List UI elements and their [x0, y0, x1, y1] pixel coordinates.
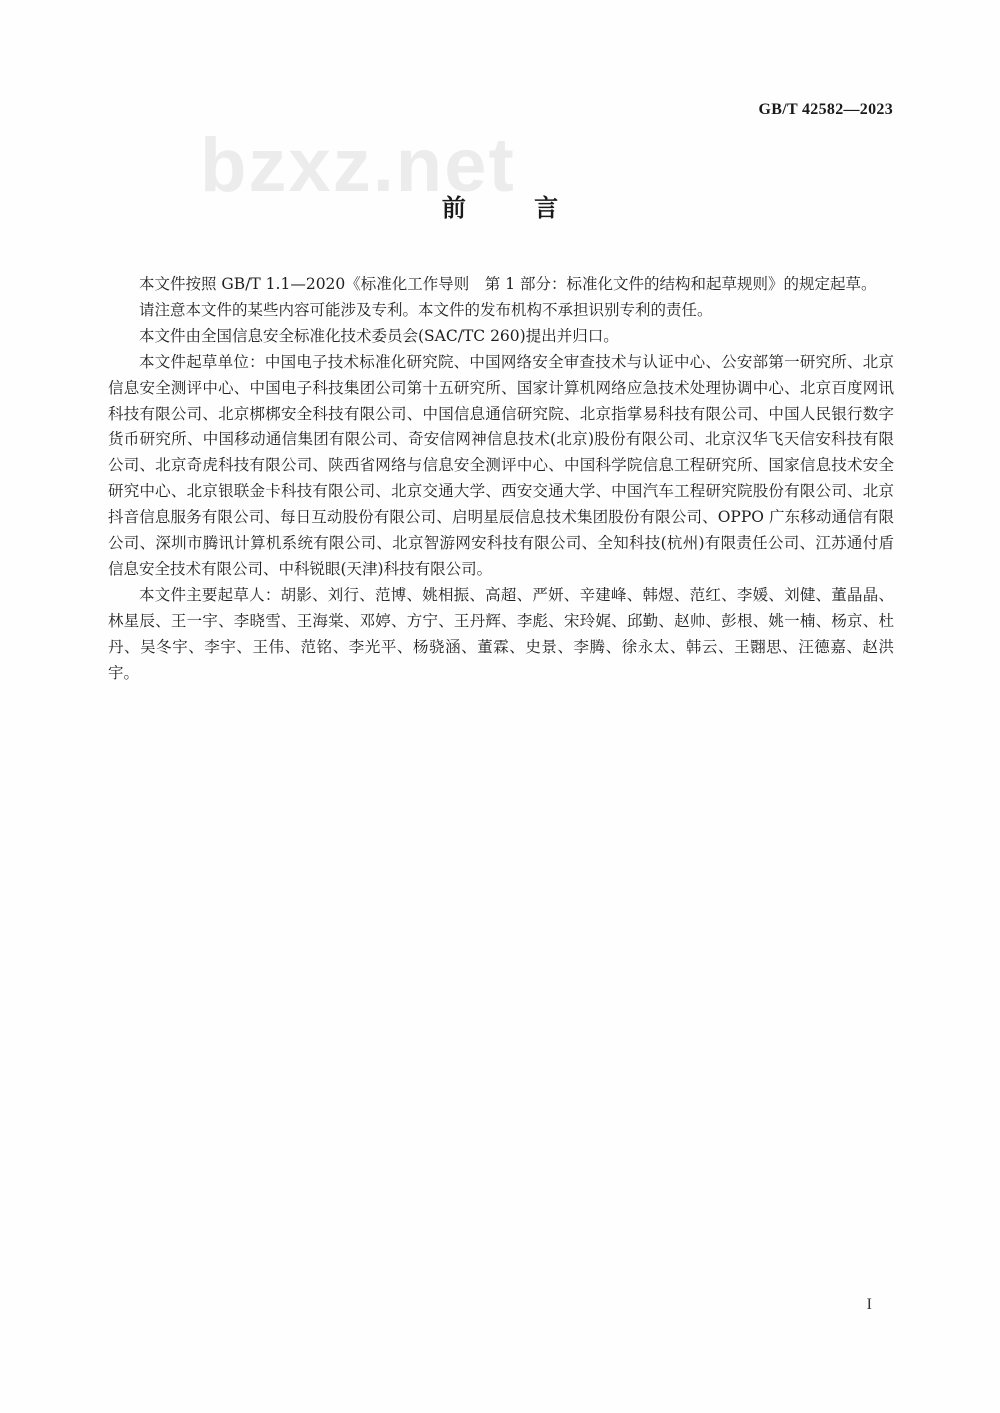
paragraph-committee: 本文件由全国信息安全标准化技术委员会(SAC/TC 260)提出并归口。 [139, 326, 619, 345]
watermark-text: bzxz.net [200, 123, 516, 208]
paragraph-drafters: 本文件主要起草人：胡影、刘行、范博、姚相振、高超、严妍、辛建峰、韩煜、范红、李媛、刘健、董晶晶、林星辰、王一宇、李晓雪、王海棠、邓婷、方宁、王丹辉、李彪、宋玲娓、邱勤、赵帅、彭根、姚一楠、杨京、杜丹、吴冬宇、李宇、王伟、范铭、李光平、杨骁涵、董霖、史景、李腾、徐永太、韩云、王翾思、汪德嘉、赵洪宇。 [108, 585, 894, 682]
standard-code: GB/T 42582—2023 [758, 101, 893, 118]
foreword-body [108, 272, 894, 687]
paragraph-patent-notice: 请注意本文件的某些内容可能涉及专利。本文件的发布机构不承担识别专利的责任。 [139, 300, 713, 319]
page-number: I [866, 1296, 872, 1313]
paragraph-drafting-rules: 本文件按照 GB/T 1.1—2020《标准化工作导则 第 1 部分：标准化文件的结构和起草规则》的规定起草。 [139, 275, 877, 293]
paragraph-drafting-units: 本文件起草单位：中国电子技术标准化研究院、中国网络安全审查技术与认证中心、公安部第一研究所、北京信息安全测评中心、中国电子科技集团公司第十五研究所、国家计算机网络应急技术处理协调中心、北京百度网讯科技有限公司、北京梆梆安全科技有限公司、中国信息通信研究院、北京指掌易科技有限公司、中国人民银行数字货币研究所、中国移动通信集团有限公司、奇安信网神信息技术(北京)股份有限公司、北京汉华飞天信安科技有限公司、北京奇虎科技有限公司、陕西省网络与信息安全测评中心、中国科学院信息工程研究所、国家信息技术安全研究中心、北京银联金卡科技有限公司、北京交通大学、西安交通大学、中国汽车工程研究院股份有限公司、北京抖音信息服务有限公司、每日互动股份有限公司、启明星辰信息技术集团股份有限公司、OPPO 广东移动通信有限公司、深圳市腾讯计算机系统有限公司、北京智游网安科技有限公司、全知科技(杭州)有限责任公司、江苏通付盾信息安全技术有限公司、中科锐眼(天津)科技有限公司。 [108, 352, 894, 578]
page-title: 前 言 [441, 194, 589, 222]
